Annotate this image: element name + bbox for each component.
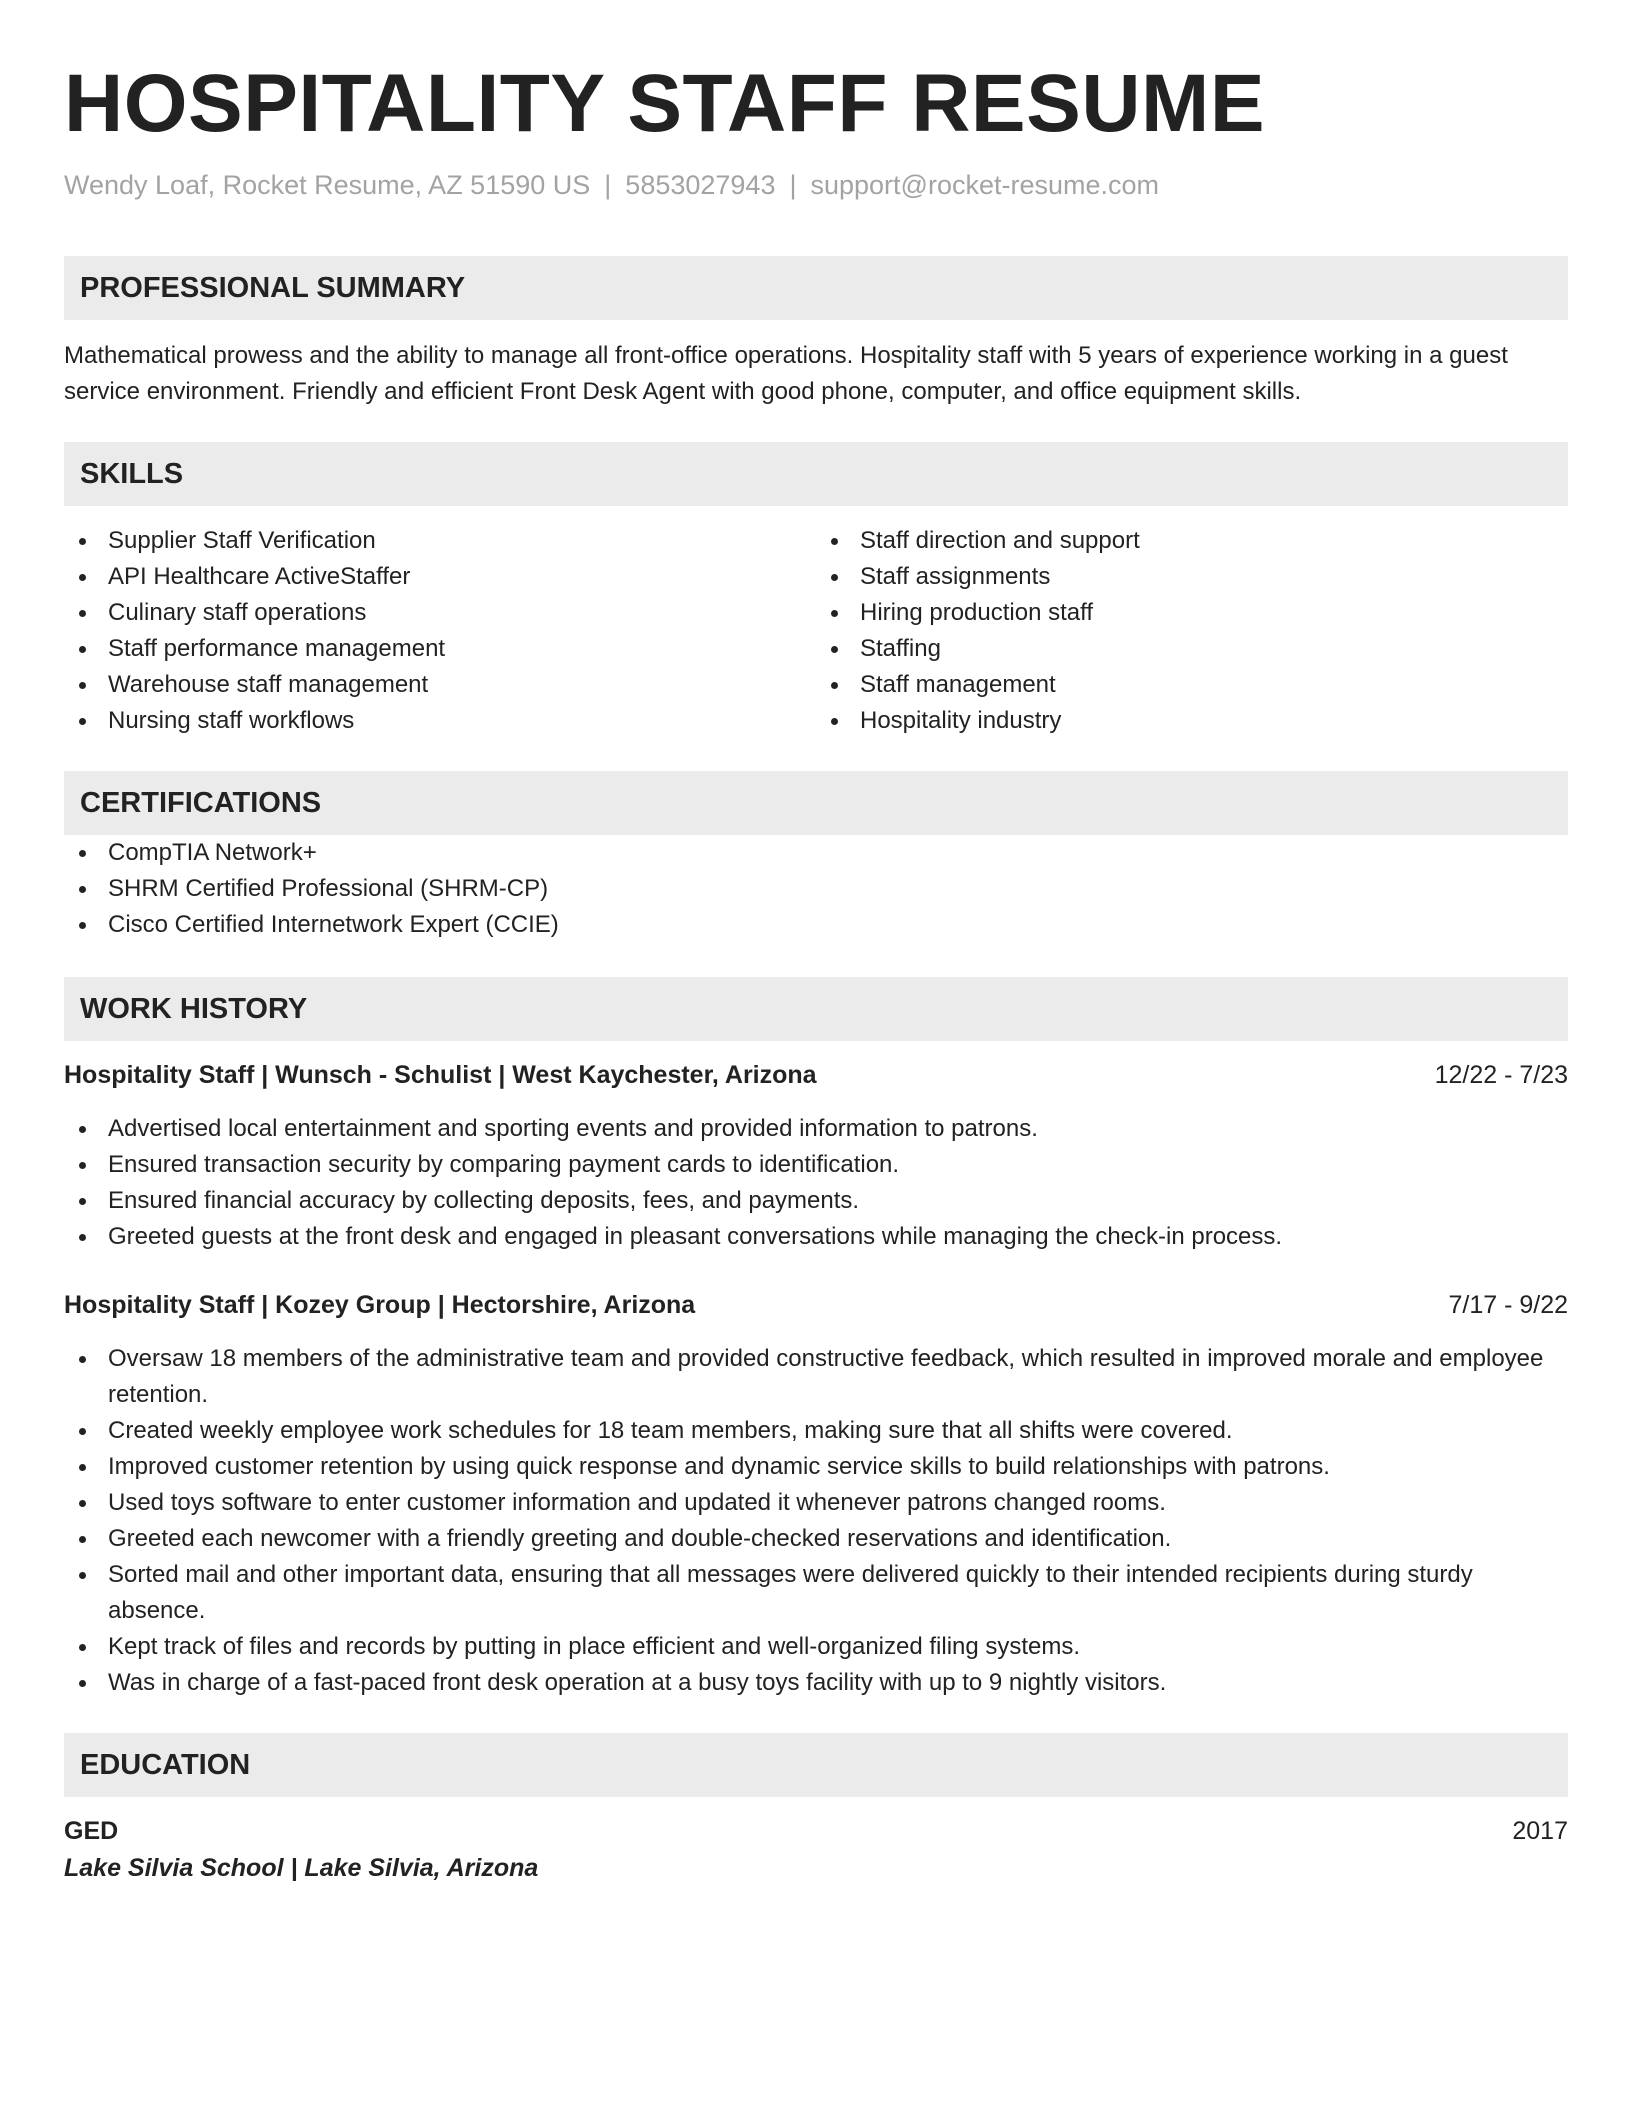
skill-item: Hiring production staff xyxy=(816,595,1568,631)
contact-line xyxy=(64,168,1568,202)
section-heading-certifications: CERTIFICATIONS xyxy=(64,771,1568,835)
job-bullet: Improved customer retention by using quick response and dynamic service skills to build relationships with patrons. xyxy=(64,1449,1568,1485)
resume-title: HOSPITALITY STAFF RESUME xyxy=(64,58,1266,149)
section-heading-skills: SKILLS xyxy=(64,442,1568,506)
certification-item: SHRM Certified Professional (SHRM-CP) xyxy=(64,871,1568,907)
contact-phone: 5853027943 xyxy=(625,170,776,200)
skill-item: Nursing staff workflows xyxy=(64,703,816,739)
job-bullet: Greeted each newcomer with a friendly greeting and double-checked reservations and identification. xyxy=(64,1521,1568,1557)
job-bullets xyxy=(64,1341,1568,1701)
job-bullet: Greeted guests at the front desk and engaged in pleasant conversations while managing the check-in process. xyxy=(64,1219,1568,1255)
job-bullets xyxy=(64,1111,1568,1255)
certification-item: Cisco Certified Internetwork Expert (CCIE) xyxy=(64,907,1568,943)
skill-item: Staff performance management xyxy=(64,631,816,667)
job-dates: 12/22 - 7/23 xyxy=(1434,1061,1568,1089)
job-dates: 7/17 - 9/22 xyxy=(1448,1291,1568,1319)
education-entry xyxy=(64,1813,1568,1887)
skill-item: Warehouse staff management xyxy=(64,667,816,703)
certifications-list xyxy=(64,835,1568,943)
section-heading-work-history: WORK HISTORY xyxy=(64,977,1568,1041)
job-entry xyxy=(64,1057,1568,1255)
job-bullet: Advertised local entertainment and sporting events and provided information to patrons. xyxy=(64,1111,1568,1147)
section-heading-education: EDUCATION xyxy=(64,1733,1568,1797)
job-bullet: Was in charge of a fast-paced front desk operation at a busy toys facility with up to 9 nightly visitors. xyxy=(64,1665,1568,1701)
contact-address: Wendy Loaf, Rocket Resume, AZ 51590 US xyxy=(64,170,591,200)
contact-separator: | xyxy=(604,170,612,200)
section-heading-summary: PROFESSIONAL SUMMARY xyxy=(64,256,1568,320)
education-header xyxy=(64,1813,1568,1849)
skill-item: Supplier Staff Verification xyxy=(64,523,816,559)
job-entry xyxy=(64,1287,1568,1701)
summary-text: Mathematical prowess and the ability to manage all front-office operations. Hospitality staff with 5 years of experience working in a guest service environment. Friendly and efficient Front Desk Agent with good phone, computer, and office equipment skills. xyxy=(64,342,1508,405)
job-header xyxy=(64,1287,1568,1323)
education-degree: GED xyxy=(64,1817,119,1845)
job-bullet: Used toys software to enter customer information and updated it whenever patrons changed rooms. xyxy=(64,1485,1568,1521)
job-bullet: Sorted mail and other important data, ensuring that all messages were delivered quickly to their intended recipients during sturdy absence. xyxy=(64,1557,1568,1629)
contact-separator: | xyxy=(789,170,797,200)
skill-item: Hospitality industry xyxy=(816,703,1568,739)
job-bullet: Oversaw 18 members of the administrative team and provided constructive feedback, which resulted in improved morale and employee retention. xyxy=(64,1341,1568,1413)
skill-item: Staff direction and support xyxy=(816,523,1568,559)
education-year: 2017 xyxy=(1512,1817,1568,1845)
education-school: Lake Silvia School | Lake Silvia, Arizona xyxy=(64,1854,539,1882)
job-title: Hospitality Staff | Wunsch - Schulist | West Kaychester, Arizona xyxy=(64,1061,817,1089)
skill-item: Staff assignments xyxy=(816,559,1568,595)
skill-item: Staffing xyxy=(816,631,1568,667)
contact-email: support@rocket-resume.com xyxy=(810,170,1160,200)
skill-item: API Healthcare ActiveStaffer xyxy=(64,559,816,595)
job-bullet: Created weekly employee work schedules for 18 team members, making sure that all shifts were covered. xyxy=(64,1413,1568,1449)
job-bullet: Kept track of files and records by putting in place efficient and well-organized filing systems. xyxy=(64,1629,1568,1665)
certification-item: CompTIA Network+ xyxy=(64,835,1568,871)
job-bullet: Ensured transaction security by comparing payment cards to identification. xyxy=(64,1147,1568,1183)
job-bullet: Ensured financial accuracy by collecting deposits, fees, and payments. xyxy=(64,1183,1568,1219)
skill-item: Staff management xyxy=(816,667,1568,703)
job-title: Hospitality Staff | Kozey Group | Hectorshire, Arizona xyxy=(64,1291,696,1319)
skills-list xyxy=(64,523,1568,739)
skills-column-right xyxy=(816,523,1568,739)
skill-item: Culinary staff operations xyxy=(64,595,816,631)
skills-column-left xyxy=(64,523,816,739)
job-header xyxy=(64,1057,1568,1093)
